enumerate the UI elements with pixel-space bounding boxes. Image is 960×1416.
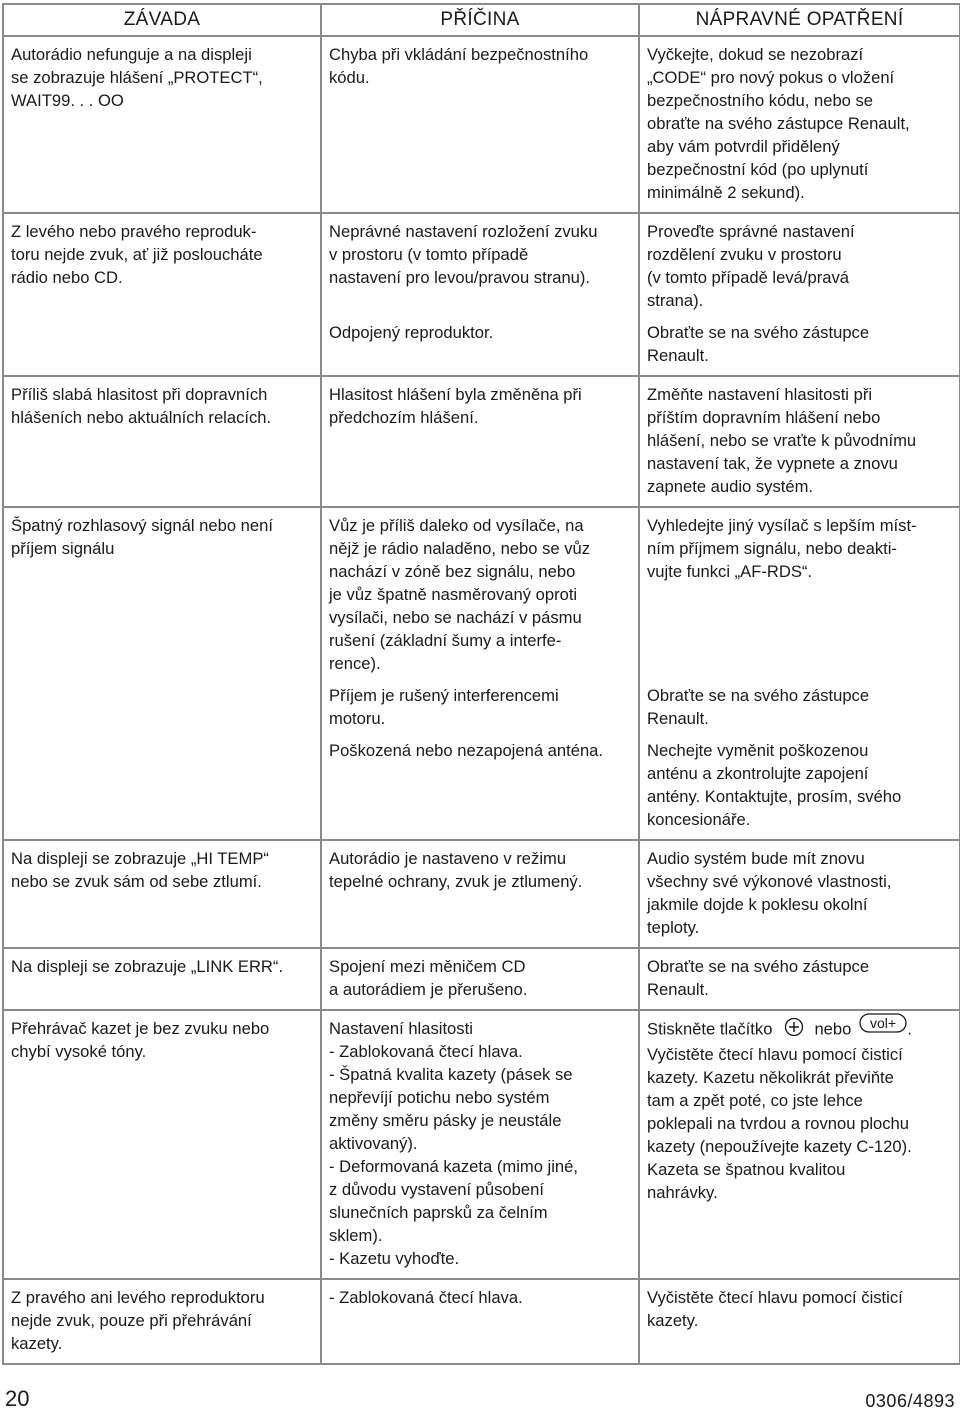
cause-text-line: změny směru pásky je neustále	[329, 1111, 562, 1130]
cause-text-line: nějž je rádio naladěno, nebo se vůz	[329, 539, 591, 558]
remedy-text-line: Vyčistěte čtecí hlavu pomocí čisticí	[647, 1045, 903, 1064]
cause-text-line: Autorádio je nastaveno v režimu	[329, 849, 567, 868]
remedy-text-line: Vyčkejte, dokud se nezobrazí	[647, 45, 864, 64]
fault-text-line: hlášeních nebo aktuálních relacích.	[11, 408, 272, 427]
remedy-text-line: Proveďte správné nastavení	[647, 222, 855, 241]
fault-text-line: Z pravého ani levého reproduktoru	[11, 1288, 265, 1307]
remedy-block	[647, 383, 952, 498]
remedy-cell	[639, 1010, 960, 1279]
cause-text-line: Odpojený reproduktor.	[329, 323, 494, 342]
remedy-text-fragment: .	[907, 1019, 912, 1039]
fault-text-line: kazety.	[11, 1334, 63, 1353]
remedy-text-line: Renault.	[647, 709, 709, 728]
remedy-text-line: Vyhledejte jiný vysílač s lepším míst-	[647, 516, 917, 535]
cause-block	[329, 220, 631, 312]
fault-text-line: Autorádio nefunguje a na displeji	[11, 45, 252, 64]
fault-cell	[3, 1279, 321, 1364]
cause-text-line: - Deformovaná kazeta (mimo jiné,	[329, 1157, 578, 1176]
table-row	[3, 840, 960, 948]
cause-text-line: - Špatná kvalita kazety (pásek se	[329, 1065, 573, 1084]
fault-text-line: chybí vysoké tóny.	[11, 1042, 147, 1061]
remedy-text-line: ním příjmem signálu, nebo deakti-	[647, 539, 897, 558]
remedy-block	[647, 220, 952, 312]
table-body	[3, 36, 960, 1364]
cause-text-line: nachází v zóně bez signálu, nebo	[329, 562, 576, 581]
remedy-block	[647, 684, 952, 730]
fault-cell	[3, 507, 321, 840]
remedy-text-line: rozdělení zvuku v prostoru	[647, 245, 842, 264]
remedy-block	[647, 1017, 952, 1270]
cause-cell	[321, 840, 639, 948]
remedy-text-line: teploty.	[647, 918, 700, 937]
cause-text-line: nepřevíjí potichu nebo systém	[329, 1088, 550, 1107]
remedy-block	[647, 514, 952, 675]
remedy-text-line: „CODE“ pro nový pokus o vložení	[647, 68, 895, 87]
fault-text-line: Přehrávač kazet je bez zvuku nebo	[11, 1019, 270, 1038]
cause-text-line: Vůz je příliš daleko od vysílače, na	[329, 516, 584, 535]
cause-text-line: z důvodu vystavení působení	[329, 1180, 544, 1199]
remedy-block	[647, 43, 952, 204]
remedy-text-line: antény. Kontaktujte, prosím, svého	[647, 787, 902, 806]
document-code: 0306/4893	[865, 1391, 955, 1411]
fault-text-line: Špatný rozhlasový signál nebo není	[11, 516, 273, 535]
cause-text-line: - Zablokovaná čtecí hlava.	[329, 1288, 523, 1307]
cause-text-line: rence).	[329, 654, 381, 673]
fault-cell	[3, 213, 321, 376]
remedy-text-line: příštím dopravním hlášení nebo	[647, 408, 881, 427]
cause-text-line: motoru.	[329, 709, 386, 728]
cause-block	[329, 514, 631, 675]
cause-block	[329, 684, 631, 730]
fault-cell	[3, 1010, 321, 1279]
remedy-text-line: aby vám potvrdil přidělený	[647, 137, 840, 156]
fault-text-line: Na displeji se zobrazuje „LINK ERR“.	[11, 957, 284, 976]
remedy-block	[647, 1286, 952, 1332]
remedy-text-line: nastavení tak, že vypnete a znovu	[647, 454, 898, 473]
remedy-text-line: anténu a zkontrolujte zapojení	[647, 764, 869, 783]
remedy-text-line: (v tomto případě levá/pravá	[647, 268, 849, 287]
cause-cell	[321, 376, 639, 507]
cause-text-line: vysílači, nebo se nachází v pásmu	[329, 608, 582, 627]
remedy-text-line: nahrávky.	[647, 1183, 718, 1202]
cause-text-line: nastavení pro levou/pravou stranu).	[329, 268, 591, 287]
cause-cell	[321, 36, 639, 213]
cause-text-line: Nastavení hlasitosti	[329, 1019, 473, 1038]
table-row	[3, 213, 960, 376]
cause-block	[329, 383, 631, 498]
remedy-text-line: tam a zpět poté, co jste lehce	[647, 1091, 863, 1110]
remedy-cell	[639, 376, 960, 507]
cause-block	[329, 1017, 631, 1270]
remedy-text-line: jakmile dojde k poklesu okolní	[647, 895, 868, 914]
remedy-text-line: bezpečnostní kód (po uplynutí	[647, 160, 869, 179]
cause-block	[329, 1286, 631, 1332]
cause-text-line: a autorádiem je přerušeno.	[329, 980, 528, 999]
table-row	[3, 948, 960, 1010]
remedy-text-line: poklepali na tvrdou a rovnou plochu	[647, 1114, 909, 1133]
cause-text-line: rušení (základní šumy a interfe-	[329, 631, 562, 650]
header-remedy: NÁPRAVNÉ OPATŘENÍ	[639, 4, 960, 36]
remedy-block	[647, 739, 952, 831]
table-header-row	[3, 4, 960, 36]
remedy-text-line: všechny své výkonové vlastnosti,	[647, 872, 892, 891]
remedy-block	[647, 847, 952, 939]
remedy-text-fragment: Stiskněte tlačítko	[647, 1019, 773, 1039]
cause-text-line: Chyba při vkládání bezpečnostního	[329, 45, 589, 64]
remedy-text-line: bezpečnostního kódu, nebo se	[647, 91, 874, 110]
remedy-text-line: Obraťte se na svého zástupce	[647, 957, 870, 976]
remedy-text-line: zapnete audio systém.	[647, 477, 814, 496]
cause-text-line: v prostoru (v tomto případě	[329, 245, 529, 264]
cause-cell	[321, 507, 639, 840]
fault-text-line: příjem signálu	[11, 539, 115, 558]
cause-text-line: Hlasitost hlášení byla změněna při	[329, 385, 582, 404]
remedy-text-line: Renault.	[647, 980, 709, 999]
cause-text-line: slunečních paprsků za čelním	[329, 1203, 548, 1222]
remedy-text-line: kazety (nepoužívejte kazety C-120).	[647, 1137, 912, 1156]
remedy-text-line: Obraťte se na svého zástupce	[647, 686, 870, 705]
fault-text-line: WAIT99. . . OO	[11, 91, 124, 110]
remedy-text-line: minimálně 2 sekund).	[647, 183, 805, 202]
cause-block	[329, 955, 631, 1001]
cause-block	[329, 739, 631, 831]
fault-cell	[3, 36, 321, 213]
cause-text-line: Poškozená nebo nezapojená anténa.	[329, 741, 604, 760]
cause-text-line: - Kazetu vyhoďte.	[329, 1249, 460, 1268]
remedy-cell	[639, 36, 960, 213]
remedy-text-line	[647, 1017, 952, 1043]
fault-text-line: nejde zvuk, pouze při přehrávání	[11, 1311, 252, 1330]
cause-block	[329, 43, 631, 204]
remedy-cell	[639, 507, 960, 840]
remedy-cell	[639, 840, 960, 948]
cause-cell	[321, 1010, 639, 1279]
remedy-text-line: Renault.	[647, 346, 709, 365]
fault-text-line: toru nejde zvuk, ať již posloucháte	[11, 245, 263, 264]
cause-text-line: sklem).	[329, 1226, 383, 1245]
remedy-text-line: Kazeta se špatnou kvalitou	[647, 1160, 846, 1179]
remedy-block	[647, 955, 952, 1001]
table-row	[3, 376, 960, 507]
remedy-text-line: Nechejte vyměnit poškozenou	[647, 741, 869, 760]
fault-text-line: Příliš slabá hlasitost při dopravních	[11, 385, 268, 404]
table-row	[3, 1010, 960, 1279]
cause-block	[329, 321, 631, 367]
cause-text-line: je vůz špatně nasměrovaný oproti	[329, 585, 578, 604]
plus-circle-icon	[784, 1017, 804, 1043]
remedy-cell	[639, 948, 960, 1010]
remedy-text-line: obraťte na svého zástupce Renault,	[647, 114, 910, 133]
cause-block	[329, 847, 631, 939]
table-row	[3, 36, 960, 213]
remedy-text-line: kazety. Kazetu několikrát převiňte	[647, 1068, 894, 1087]
remedy-text-line: Audio systém bude mít znovu	[647, 849, 865, 868]
remedy-text-line: strana).	[647, 291, 704, 310]
fault-cell	[3, 840, 321, 948]
table-row	[3, 1279, 960, 1364]
fault-text-line: rádio nebo CD.	[11, 268, 123, 287]
remedy-text-line: koncesionáře.	[647, 810, 751, 829]
table-row	[3, 507, 960, 840]
fault-cell	[3, 948, 321, 1010]
fault-text-line: se zobrazuje hlášení „PROTECT“,	[11, 68, 263, 87]
remedy-cell	[639, 213, 960, 376]
header-fault: ZÁVADA	[3, 4, 321, 36]
cause-cell	[321, 1279, 639, 1364]
cause-text-line: Spojení mezi měničem CD	[329, 957, 526, 976]
cause-text-line: - Zablokovaná čtecí hlava.	[329, 1042, 523, 1061]
cause-text-line: předchozím hlášení.	[329, 408, 479, 427]
remedy-block	[647, 321, 952, 367]
remedy-text-line: kazety.	[647, 1311, 699, 1330]
fault-text-line: Z levého nebo pravého reproduk-	[11, 222, 257, 241]
remedy-text-line: Změňte nastavení hlasitosti při	[647, 385, 873, 404]
header-cause: PŘÍČINA	[321, 4, 639, 36]
cause-text-line: aktivovaný).	[329, 1134, 418, 1153]
fault-cell	[3, 376, 321, 507]
remedy-text-line: Vyčistěte čtecí hlavu pomocí čisticí	[647, 1288, 903, 1307]
cause-text-line: tepelné ochrany, zvuk je ztlumený.	[329, 872, 583, 891]
page-number: 20	[5, 1386, 30, 1411]
cause-cell	[321, 213, 639, 376]
cause-text-line: Příjem je rušený interferencemi	[329, 686, 559, 705]
cause-text-line: kódu.	[329, 68, 370, 87]
fault-text-line: nebo se zvuk sám od sebe ztlumí.	[11, 872, 262, 891]
remedy-text-line: hlášení, nebo se vraťte k původnímu	[647, 431, 917, 450]
svg-text:vol+: vol+	[870, 1015, 897, 1031]
cause-text-line: Neprávné nastavení rozložení zvuku	[329, 222, 598, 241]
remedy-text-line: vujte funkci „AF-RDS“.	[647, 562, 813, 581]
remedy-text-line: Obraťte se na svého zástupce	[647, 323, 870, 342]
troubleshooting-table	[2, 3, 960, 1365]
cause-cell	[321, 948, 639, 1010]
vol-plus-icon	[859, 1013, 907, 1041]
fault-text-line: Na displeji se zobrazuje „HI TEMP“	[11, 849, 269, 868]
remedy-text-fragment: nebo	[814, 1019, 852, 1039]
remedy-cell	[639, 1279, 960, 1364]
